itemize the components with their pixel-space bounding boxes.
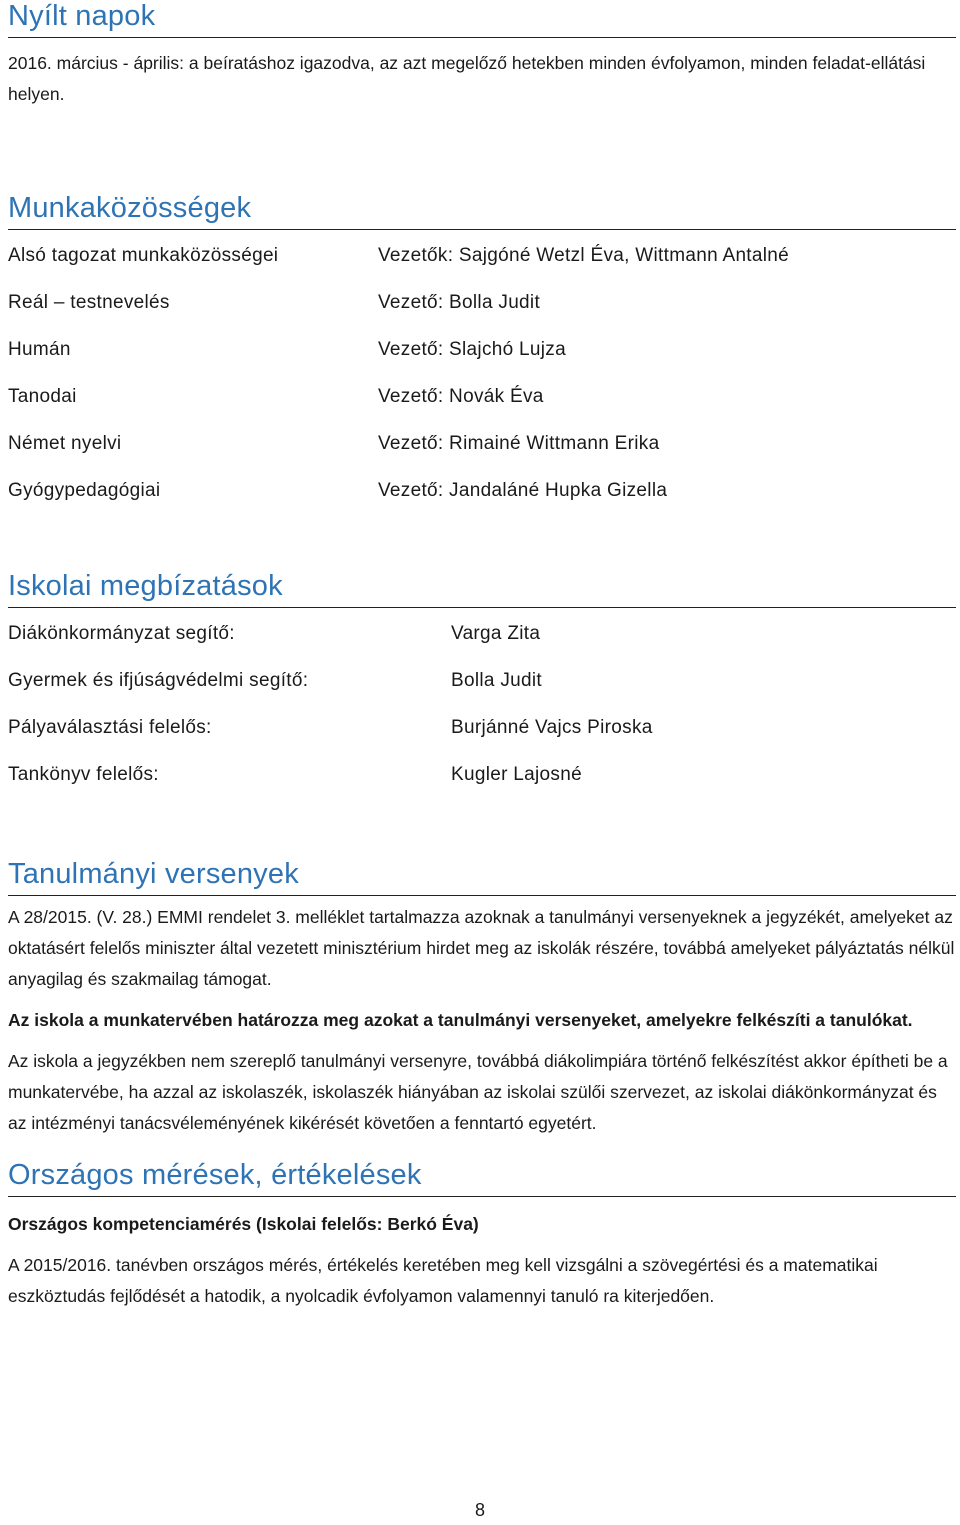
meresek-paragraph-1: A 2015/2016. tanévben országos mérés, értékelés keretében meg kell vizsgálni a szövegértési és a matematikai eszköztudás fejlődését a hatodik, a nyolcadik évfolyamon valamennyi tanuló ra kiterjedően. (8, 1255, 878, 1306)
munkakozosseg-leader: Vezető: Jandaláné Hupka Gizella (378, 480, 668, 501)
section-heading-munkakozossegek: Munkaközösségek (8, 192, 956, 230)
munkakozosseg-name: Alsó tagozat munkaközösségei (8, 245, 279, 266)
section-heading-meresek: Országos mérések, értékelések (8, 1159, 956, 1197)
megbizatas-role: Tankönyv felelős: (8, 764, 159, 785)
megbizatas-person: Burjánné Vajcs Piroska (451, 717, 653, 738)
munkakozosseg-leader: Vezető: Rimainé Wittmann Erika (378, 433, 660, 454)
versenyek-paragraph-3: Az iskola a jegyzékben nem szereplő tanulmányi versenyre, továbbá diákolimpiára történő felkészítést akkor építheti be a munkatervébe, ha azzal az iskolaszék, iskolaszék hiányában az iskolai szülői szervezet, az iskolai diákönkormányzat és az intézményi tanácsvéleményének kikérését követően a fenntartó egyetért. (8, 1051, 948, 1133)
munkakozosseg-leader: Vezető: Slajchó Lujza (378, 339, 566, 360)
munkakozosseg-leader: Vezető: Novák Éva (378, 386, 544, 407)
munkakozosseg-name: Humán (8, 339, 71, 360)
megbizatas-person: Kugler Lajosné (451, 764, 582, 785)
section-heading-megbizatasok: Iskolai megbízatások (8, 570, 956, 608)
megbizatas-role: Gyermek és ifjúságvédelmi segítő: (8, 670, 309, 691)
munkakozossegek-table (8, 240, 956, 522)
munkakozosseg-leader: Vezetők: Sajgóné Wetzl Éva, Wittmann Antalné (378, 245, 790, 266)
page-number: 8 (474, 1500, 485, 1520)
megbizatasok-roles (8, 618, 451, 806)
versenyek-paragraph-1: A 28/2015. (V. 28.) EMMI rendelet 3. melléklet tartalmazza azoknak a tanulmányi versenyeknek a jegyzékét, amelyeket az oktatásért felelős miniszter által vezetett minisztérium hirdet meg az iskolák részére, továbbá amelyeket pályáztatás nélkül anyagilag és szakmailag támogat. (8, 907, 955, 989)
megbizatas-person: Bolla Judit (451, 670, 542, 691)
versenyek-paragraph-2: Az iskola a munkatervében határozza meg azokat a tanulmányi versenyeket, amelyekre felkészíti a tanulókat. (8, 1010, 913, 1030)
megbizatasok-persons (451, 618, 956, 806)
munkakozossegek-names (8, 240, 378, 522)
section-heading-versenyek: Tanulmányi versenyek (8, 858, 956, 896)
megbizatas-person: Varga Zita (451, 623, 541, 644)
munkakozosseg-name: Német nyelvi (8, 433, 122, 454)
megbizatasok-table (8, 618, 956, 806)
section-heading-nyilt-napok: Nyílt napok (8, 0, 956, 38)
munkakozosseg-leader: Vezető: Bolla Judit (378, 292, 541, 313)
munkakozosseg-name: Reál – testnevelés (8, 292, 170, 313)
megbizatas-role: Diákönkormányzat segítő: (8, 623, 235, 644)
munkakozossegek-leaders (378, 240, 956, 522)
meresek-subheading: Országos kompetenciamérés (Iskolai felelős: Berkó Éva) (8, 1214, 479, 1234)
munkakozosseg-name: Tanodai (8, 386, 77, 407)
nyilt-napok-text: 2016. március - április: a beíratáshoz igazodva, az azt megelőző hetekben minden évfolyamon, minden feladat-ellátási helyen. (8, 53, 926, 104)
document-page (8, 0, 956, 1312)
munkakozosseg-name: Gyógypedagógiai (8, 480, 161, 501)
megbizatas-role: Pályaválasztási felelős: (8, 717, 212, 738)
